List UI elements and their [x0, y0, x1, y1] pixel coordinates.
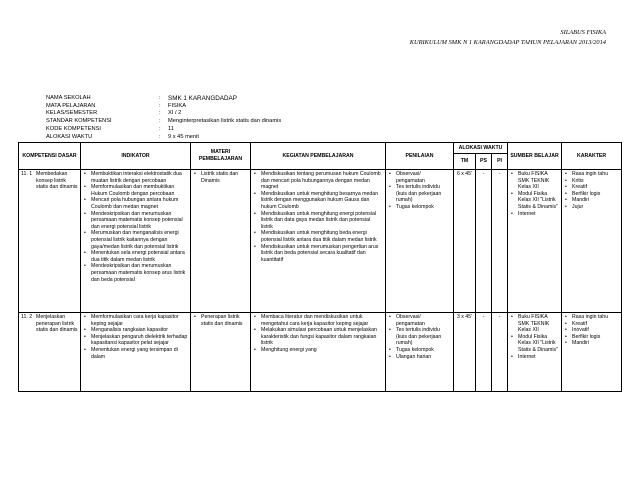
tm-cell: 3 x 45'	[454, 313, 476, 392]
materi-cell	[191, 170, 251, 313]
bullet-item: • Observasi/ pengamatan	[388, 314, 451, 327]
info-row	[46, 110, 281, 118]
bullet-item: • Buku FISIKA SMK TEKNIK Kelas XII	[510, 314, 559, 334]
bullet-item: • Mendiskusikan tentang perumusan hukum Coulomb dan mencari pola hubungannya dengan medan magnet	[253, 171, 383, 191]
karakter-list	[564, 314, 619, 347]
bullet-item: • Inovatif	[564, 327, 619, 334]
tm-cell: 6 x 45'	[454, 170, 476, 313]
school-info-block	[46, 95, 281, 141]
karakter-cell	[562, 313, 622, 392]
bullet-item: • Kritis	[564, 178, 619, 185]
bullet-item: • Ulangan harian	[388, 354, 451, 361]
info-row	[46, 134, 281, 142]
info-colon: :	[159, 102, 161, 109]
bullet-item: • Memformulasikan dan membuktikan Hukum Coulomb dengan percobaan	[83, 184, 188, 197]
bullet-item: • Merumuskan dan menganalisis energi potensial listrik kaitannya dengan gaya/medan listrik dan potensial listrik	[83, 230, 188, 250]
bullet-item: • Berfikir logis	[564, 334, 619, 341]
column-header-alokasi: ALOKASI WAKTU	[454, 143, 508, 154]
penilaian-list	[388, 314, 451, 360]
column-header-karakter: KARAKTER	[562, 143, 622, 170]
bullet-item: • Tugas kelompok	[388, 204, 451, 211]
indikator-cell	[81, 170, 191, 313]
bullet-item: • Modul Fisika Kelas XII "Listrik Statis & Dinamis"	[510, 334, 559, 354]
table-row	[19, 313, 622, 392]
bullet-item: • Internet	[510, 354, 559, 361]
column-header-pi: PI	[492, 154, 508, 170]
info-label: ALOKASI WAKTU	[46, 133, 93, 140]
bullet-item: • Observasi/ pengamatan	[388, 171, 451, 184]
column-header-sumber: SUMBER BELAJAR	[508, 143, 562, 170]
info-row	[46, 126, 281, 134]
bullet-item: • Tes tertulis individu (kuis dan pekerjaan rumah)	[388, 184, 451, 204]
column-header-materi: MATERI PEMBELAJARAN	[191, 143, 251, 170]
karakter-list	[564, 171, 619, 211]
pi-cell: -	[492, 313, 508, 392]
kd-text: Membedakan konsep listrik statis dan dinamis	[36, 171, 78, 191]
document-header-title: SILABUS FISIKA	[560, 29, 606, 36]
kegiatan-list	[253, 171, 383, 263]
bullet-item: • Tes tertulis individu (kuis dan pekerjaan rumah)	[388, 327, 451, 347]
bullet-item: • Menentukan energi yang tersimpan di dalam	[83, 347, 188, 360]
info-colon: :	[159, 125, 161, 132]
column-header-kegiatan: KEGIATAN PEMBELAJARAN	[251, 143, 386, 170]
indikator-cell	[81, 313, 191, 392]
bullet-item: • Rasa ingin tahu	[564, 314, 619, 321]
info-value: 9 x 45 menit	[168, 133, 199, 140]
column-header-tm: TM	[454, 154, 476, 170]
bullet-item: • Rasa ingin tahu	[564, 171, 619, 178]
bullet-item: • Mendiskusikan untuk menghitung energi potensial listrik dan data gaya medan listrik dan potensial listrik	[253, 211, 383, 231]
bullet-item: • Modul Fisika Kelas XII "Listrik Statis & Dinamis"	[510, 191, 559, 211]
bullet-item: • Buku FISIKA SMK TEKNIK Kelas XII	[510, 171, 559, 191]
bullet-item: • Mendeskripsikan dan merumuskan persamaan matematis konsep potensial dan energi potensial listrik	[83, 211, 188, 231]
materi-list	[193, 171, 248, 184]
bullet-item: • Internet	[510, 211, 559, 218]
bullet-item: • Menghitung energi yang	[253, 347, 383, 354]
info-row	[46, 118, 281, 126]
kompetensi-cell	[19, 313, 81, 392]
bullet-item: • Mencari pola hubungan antara hukum Coulomb dan medan magnet	[83, 197, 188, 210]
bullet-item: • Kreatif	[564, 321, 619, 328]
info-value: FISIKA	[168, 102, 187, 109]
bullet-item: • Jujur	[564, 204, 619, 211]
sumber-list	[510, 314, 559, 360]
kegiatan-cell	[251, 170, 386, 313]
indikator-list	[83, 171, 188, 283]
info-value: XI / 2	[168, 110, 182, 117]
kegiatan-list	[253, 314, 383, 354]
penilaian-cell	[386, 170, 454, 313]
info-label: KELAS/SEMESTER	[46, 110, 98, 117]
bullet-item: • Mandiri	[564, 340, 619, 347]
info-value: SMK 1 KARANGDADAP	[168, 95, 237, 102]
info-label: KODE KOMPETENSI	[46, 125, 101, 132]
info-colon: :	[159, 118, 161, 125]
bullet-item: • Mandiri	[564, 197, 619, 204]
karakter-cell	[562, 170, 622, 313]
sumber-cell	[508, 170, 562, 313]
info-value: Menginterpretasikan listrik statis dan dinamis	[168, 118, 282, 125]
bullet-item: • Menjelaskan pengaruh dielektrik terhadap kapasitansi kapasitor pelat sejajar	[83, 334, 188, 347]
bullet-item: • Berfikir logis	[564, 191, 619, 198]
bullet-item: • Mendiskusikan untuk menghitung beda energi potensial listrik antara dua titik dalam medan listrik	[253, 230, 383, 243]
bullet-item: • Melakukan simulasi percobaan untuk menjelaskan karakteristik dan fungsi kapasitor dalam rangkaian listrik	[253, 327, 383, 347]
indikator-list	[83, 314, 188, 360]
bullet-item: • Membaca literatur dan mendiskusikan untuk mengetahui cara kerja kapasitor keping sejajar	[253, 314, 383, 327]
kegiatan-cell	[251, 313, 386, 392]
bullet-item: • Mendiskusikan untuk merumuskan pengertian arus listrik dan beda potensial secara kualitatif dan kuantitatif	[253, 244, 383, 264]
materi-cell	[191, 313, 251, 392]
bullet-item: • Tugas kelompok	[388, 347, 451, 354]
info-label: MATA PELAJARAN	[46, 102, 96, 109]
info-colon: :	[159, 95, 161, 101]
sumber-list	[510, 171, 559, 217]
kompetensi-cell	[19, 170, 81, 313]
bullet-item: • Menganalisis rangkaian kapasitor	[83, 327, 188, 334]
document-header-subtitle: KURIKULUM SMK N 1 KARANGDADAP TAHUN PELAJARAN 2013/2014	[409, 39, 606, 46]
column-header-kompetensi: KOMPETENSI DASAR	[19, 143, 81, 170]
ps-cell: -	[476, 313, 492, 392]
bullet-item: • Memformulasikan cara kerja kapasitor keping sejajar	[83, 314, 188, 327]
bullet-item: • Penerapan listrik statis dan dinamis	[193, 314, 248, 327]
info-colon: :	[159, 133, 161, 140]
column-header-penilaian: PENILAIAN	[386, 143, 454, 170]
penilaian-cell	[386, 313, 454, 392]
info-row	[46, 95, 281, 103]
bullet-item: • Kreatif	[564, 184, 619, 191]
column-header-ps: PS	[476, 154, 492, 170]
bullet-item: • Mendeskripsikan dan merumuskan persamaan matematis konsep arus listrik dan beda potensial	[83, 263, 188, 283]
bullet-item: • Mendiskusikan untuk menghitung besarnya medan listrik dengan menggunakan hukum Gauss dan hukum Coulomb	[253, 191, 383, 211]
kd-number: 11. 1	[21, 171, 33, 177]
info-label: STANDAR KOMPETENSI	[46, 118, 112, 125]
bullet-item: • Listrik statis dan Dinamis	[193, 171, 248, 184]
materi-list	[193, 314, 248, 327]
info-colon: :	[159, 110, 161, 117]
info-label: NAMA SEKOLAH	[46, 95, 91, 101]
column-header-indikator: INDIKATOR	[81, 143, 191, 170]
info-row	[46, 103, 281, 111]
bullet-item: • Menentukan sela energi potensial antara dua titik dalam medan listrik	[83, 250, 188, 263]
syllabus-table	[18, 142, 622, 392]
ps-cell: -	[476, 170, 492, 313]
kd-number: 11. 2	[21, 314, 33, 320]
table-row	[19, 170, 622, 313]
kd-text: Menjelaskan penerapan listrik statis dan dinamis	[36, 314, 78, 334]
bullet-item: • Membuktikan interaksi elektrostatik dua muatan listrik dengan percobaan	[83, 171, 188, 184]
penilaian-list	[388, 171, 451, 211]
info-value: 11	[168, 125, 174, 132]
sumber-cell	[508, 313, 562, 392]
pi-cell: -	[492, 170, 508, 313]
